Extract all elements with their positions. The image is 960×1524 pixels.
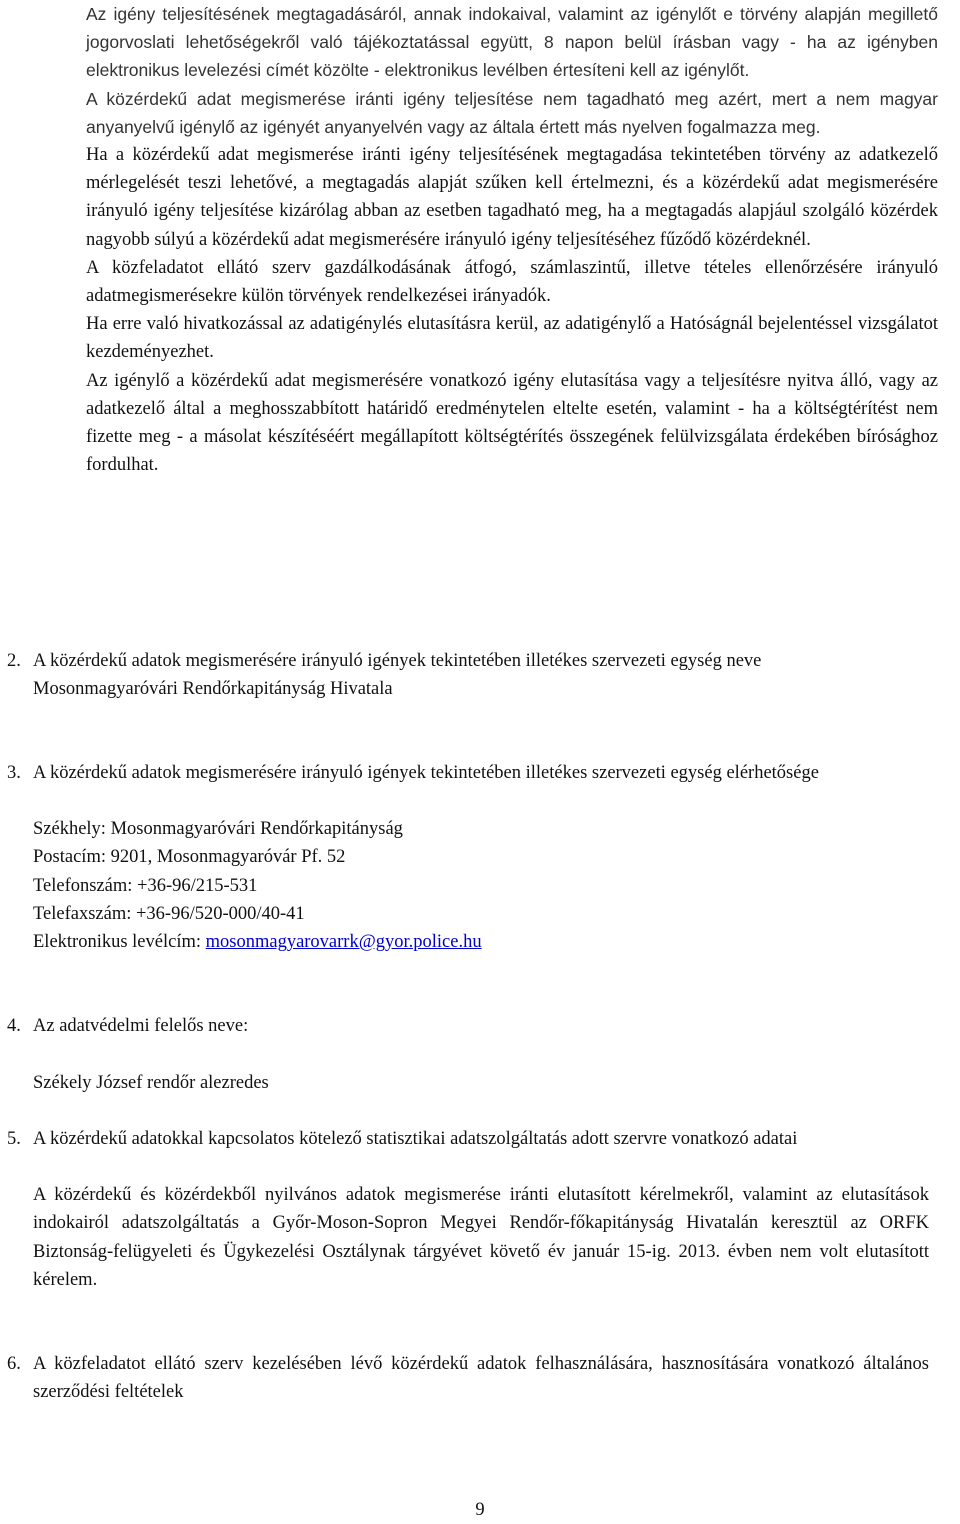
fax-line: Telefaxszám: +36-96/520-000/40-41: [33, 903, 305, 924]
email-line: [33, 928, 929, 956]
section-heading: A közfeladatot ellátó szerv kezelésében lévő közérdekű adatok felhasználására, hasznosítására vonatkozó általános szerződési feltételek: [33, 1354, 929, 1403]
section-number: 4.: [7, 1016, 21, 1036]
section-number: 3.: [7, 763, 21, 783]
paragraph-audit: A közfeladatot ellátó szerv gazdálkodásának átfogó, számlaszintű, illetve tételes ellenőrzésére irányuló adatmegismerésekre külön törvények rendelkezései irányadók.: [86, 257, 938, 307]
section-heading: A közérdekű adatok megismerésére irányuló igények tekintetében illetékes szervezeti egység elérhetősége: [33, 763, 819, 783]
postal-line: Postacím: 9201, Mosonmagyaróvár Pf. 52: [33, 847, 346, 868]
paragraph-court: Az igénylő a közérdekű adat megismerésére vonatkozó igény elutasítása vagy a teljesítésre nyitva álló, vagy az adatkezelő által a meghosszabbított határidő eredménytelen eltelte esetén, valamint - ha a költségtérítést nem fizette meg - a másolat készítéséért megállapított költségtérítés összegének felülvizsgálata érdekében bírósághoz fordulhat.: [86, 370, 938, 476]
section-heading: Az adatvédelmi felelős neve:: [33, 1016, 249, 1036]
section-number: 5.: [7, 1129, 21, 1149]
section-heading: A közérdekű adatok megismerésére irányuló igények tekintetében illetékes szervezeti egység neve: [33, 651, 762, 671]
page-number: 9: [475, 1500, 485, 1520]
section-value: Mosonmagyaróvári Rendőrkapitányság Hivatala: [33, 679, 393, 700]
seat-line: Székhely: Mosonmagyaróvári Rendőrkapitányság: [33, 819, 403, 840]
intro-text: [86, 0, 938, 479]
phone-line: Telefonszám: +36-96/215-531: [33, 875, 258, 896]
paragraph-language: A közérdekű adat megismerése iránti igény teljesítése nem tagadható meg azért, mert a nem magyar anyanyelvű igénylő az igényét anyanyelvén vagy az általa értett más nyelven fogalmazza meg.: [86, 88, 938, 137]
section-number: 6.: [7, 1354, 21, 1374]
section-value: A közérdekű és közérdekből nyilvános adatok megismerése iránti elutasított kérelmekről, valamint az elutasítások indokairól adatszolgáltatás a Győr-Moson-Sopron Megyei Rendőr-főkapitányság Hivatalán keresztül az ORFK Biztonság-felügyeleti és Ügykezelési Osztálynak tárgyévet követő év január 15-ig. 2013. évben nem volt elutasított kérelem.: [33, 1185, 929, 1290]
paragraph-authority: Ha erre való hivatkozással az adatigénylés elutasításra kerül, az adatigénylő a Hatóságnál bejelentéssel vizsgálatot kezdeményezhet.: [86, 314, 938, 363]
paragraph-discretion: Ha a közérdekű adat megismerése iránti igény teljesítésének megtagadása tekintetében törvény az adatkezelő mérlegelését teszi lehetővé, a megtagadás alapját szűken kell értelmezni, és a közérdekű adat megismerésére irányuló igény teljesítése kizárólag abban az esetben tagadható meg, ha a megtagadás alapjául szolgáló közérdek nagyobb súlyú a közérdekű adat megismerésére irányuló igény teljesítéséhez fűződő közérdeknél.: [86, 145, 938, 250]
section-heading: A közérdekű adatokkal kapcsolatos kötelező statisztikai adatszolgáltatás adott szervre vonatkozó adatai: [33, 1129, 798, 1149]
section-number: 2.: [7, 651, 21, 671]
section-value: Székely József rendőr alezredes: [33, 1073, 269, 1094]
email-link[interactable]: mosonmagyarovarrk@gyor.police.hu: [205, 932, 482, 953]
email-label: Elektronikus levélcím:: [33, 932, 206, 953]
paragraph-refusal-notice: Az igény teljesítésének megtagadásáról, annak indokaival, valamint az igénylőt e törvény alapján megillető jogorvoslati lehetőségekről való tájékoztatással együtt, 8 napon belül írásban vagy - ha az igényben elektronikus levelezési címét közölte - elektronikus levélben értesíteni kell az igénylőt.: [86, 4, 938, 81]
